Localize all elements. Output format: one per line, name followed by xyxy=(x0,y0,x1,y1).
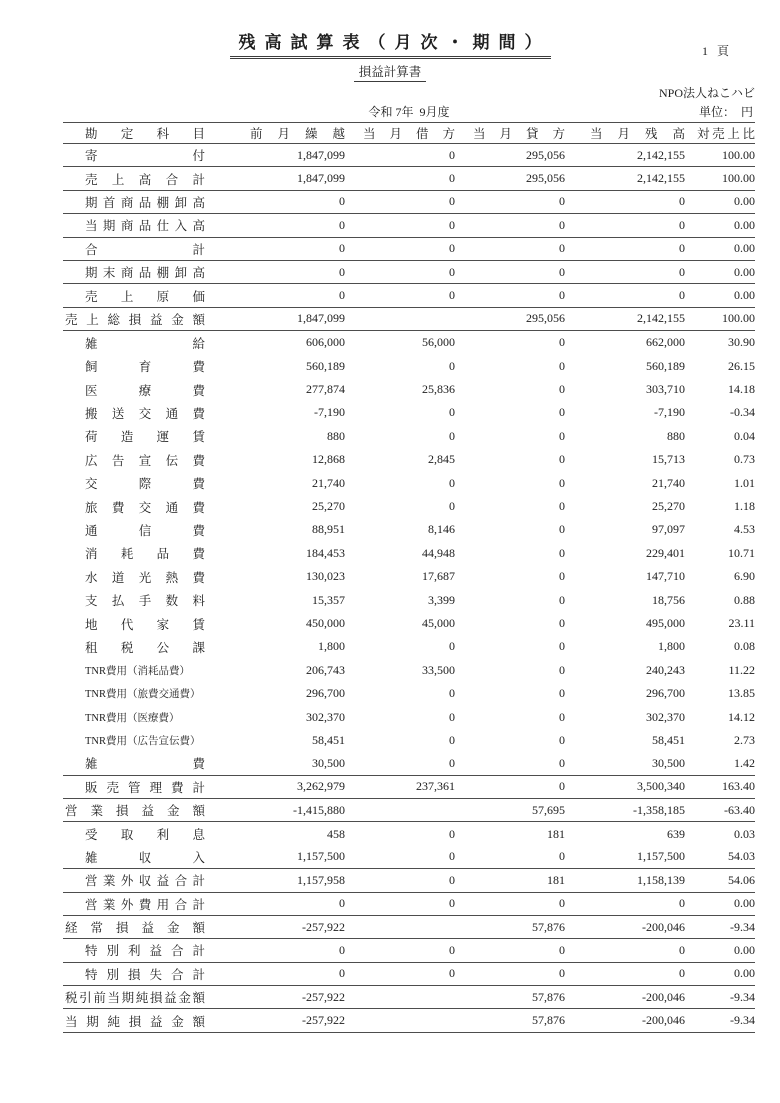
sales-ratio: 2.73 xyxy=(734,732,755,747)
sales-ratio: -9.34 xyxy=(730,919,755,934)
month-balance: 1,800 xyxy=(658,639,685,654)
month-balance: 30,500 xyxy=(652,755,685,770)
table-row xyxy=(63,425,755,448)
account-label: 雑給 xyxy=(85,336,205,351)
sales-ratio: 1.01 xyxy=(734,475,755,490)
month-credit: 0 xyxy=(559,452,565,467)
month-credit: 0 xyxy=(559,241,565,256)
table-row xyxy=(63,869,755,892)
month-debit: 33,500 xyxy=(422,662,455,677)
prev-month-balance: 15,357 xyxy=(312,592,345,607)
month-balance: 296,700 xyxy=(646,686,685,701)
account-label: 医療費 xyxy=(85,383,205,398)
prev-month-balance: 130,023 xyxy=(306,569,345,584)
prev-month-balance: 30,500 xyxy=(312,755,345,770)
month-debit: 0 xyxy=(449,826,455,841)
month-credit: 0 xyxy=(559,942,565,957)
table-row xyxy=(63,822,755,845)
month-credit: 0 xyxy=(559,264,565,279)
account-label: 営業損益金額 xyxy=(65,804,205,819)
month-credit: 0 xyxy=(559,779,565,794)
month-credit: 181 xyxy=(547,872,565,887)
sales-ratio: -9.34 xyxy=(730,1013,755,1028)
sales-ratio: -0.34 xyxy=(730,405,755,420)
sales-ratio: 0.08 xyxy=(734,639,755,654)
period-label: 令和 7年 9月度 xyxy=(368,105,450,119)
month-debit: 0 xyxy=(449,732,455,747)
account-label: 特別利益合計 xyxy=(85,944,205,959)
month-debit: 0 xyxy=(449,942,455,957)
month-balance: 0 xyxy=(679,217,685,232)
report-title: 残高試算表（月次・期間） xyxy=(230,28,551,59)
sales-ratio: -9.34 xyxy=(730,989,755,1004)
month-balance: 2,142,155 xyxy=(637,171,685,186)
prev-month-balance: 0 xyxy=(339,966,345,981)
month-credit: 0 xyxy=(559,358,565,373)
prev-month-balance: 450,000 xyxy=(306,616,345,630)
account-label: 営業外収益合計 xyxy=(85,874,205,889)
account-label: 経常損益金額 xyxy=(65,921,205,936)
prev-month-balance: 0 xyxy=(339,288,345,303)
table-row xyxy=(63,635,755,658)
prev-month-balance: 560,189 xyxy=(306,358,345,373)
sales-ratio: 54.06 xyxy=(728,872,755,887)
table-row xyxy=(63,518,755,541)
month-debit: 0 xyxy=(449,966,455,981)
prev-month-balance: 184,453 xyxy=(306,545,345,560)
month-balance: -200,046 xyxy=(642,989,685,1004)
prev-month-balance: 3,262,979 xyxy=(297,779,345,794)
account-label: 支払手数料 xyxy=(85,594,205,609)
month-debit: 0 xyxy=(449,896,455,911)
month-balance: 302,370 xyxy=(646,709,685,724)
month-debit: 237,361 xyxy=(416,779,455,794)
month-balance: -7,190 xyxy=(654,405,685,420)
month-balance: 0 xyxy=(679,942,685,957)
month-credit: 0 xyxy=(559,288,565,303)
month-credit: 0 xyxy=(559,545,565,560)
table-row xyxy=(63,939,755,962)
page-number: 1 頁 xyxy=(701,44,732,58)
account-label: TNR費用（旅費交通費） xyxy=(85,689,201,701)
prev-month-balance: 277,874 xyxy=(306,382,345,397)
prev-month-balance: 302,370 xyxy=(306,709,345,724)
account-label: 営業外費用合計 xyxy=(85,897,205,912)
month-debit: 3,399 xyxy=(428,592,455,607)
month-debit: 0 xyxy=(449,849,455,864)
month-debit: 8,146 xyxy=(428,522,455,537)
sales-ratio: 23.11 xyxy=(728,616,755,630)
account-label: 搬送交通費 xyxy=(85,406,205,421)
month-credit: 295,056 xyxy=(526,171,565,186)
month-balance: 0 xyxy=(679,966,685,981)
prev-month-balance: 0 xyxy=(339,217,345,232)
month-debit: 0 xyxy=(449,147,455,162)
month-debit: 0 xyxy=(449,686,455,701)
month-balance: -1,358,185 xyxy=(633,802,685,817)
month-credit: 0 xyxy=(559,755,565,770)
month-balance: 2,142,155 xyxy=(637,311,685,326)
month-credit: 57,695 xyxy=(532,802,565,817)
sales-ratio: 10.71 xyxy=(728,545,755,560)
table-row xyxy=(63,355,755,378)
prev-month-balance: 12,868 xyxy=(312,452,345,467)
month-balance: -200,046 xyxy=(642,1013,685,1028)
month-credit: 0 xyxy=(559,382,565,397)
month-credit: 0 xyxy=(559,194,565,209)
month-balance: 560,189 xyxy=(646,358,685,373)
account-label: 通信費 xyxy=(85,523,205,538)
month-balance: 58,451 xyxy=(652,732,685,747)
month-balance: 639 xyxy=(667,826,685,841)
prev-month-balance: 206,743 xyxy=(306,662,345,677)
month-balance: 25,270 xyxy=(652,499,685,514)
table-row xyxy=(63,167,755,190)
table-row xyxy=(63,565,755,588)
month-credit: 0 xyxy=(559,217,565,232)
account-label: 雑収入 xyxy=(85,850,205,865)
prev-month-balance: -257,922 xyxy=(302,989,345,1004)
prev-month-balance: 296,700 xyxy=(306,686,345,701)
month-credit: 0 xyxy=(559,896,565,911)
month-debit: 0 xyxy=(449,194,455,209)
prev-month-balance: 88,951 xyxy=(312,522,345,537)
prev-month-balance: 1,157,958 xyxy=(297,872,345,887)
account-label: 飼育費 xyxy=(85,360,205,375)
month-balance: 0 xyxy=(679,264,685,279)
column-header-prev-month-balance: 前月繰越 xyxy=(250,127,345,141)
sales-ratio: 0.00 xyxy=(734,217,755,232)
account-label: TNR費用（医療費） xyxy=(85,712,180,724)
month-credit: 0 xyxy=(559,475,565,490)
table-body xyxy=(63,144,755,1033)
prev-month-balance: 1,847,099 xyxy=(297,147,345,162)
sales-ratio: 0.00 xyxy=(734,942,755,957)
account-label: 期末商品棚卸高 xyxy=(85,266,205,281)
table-row xyxy=(63,705,755,728)
account-label: 当期商品仕入高 xyxy=(85,219,205,234)
sales-ratio: 14.12 xyxy=(728,709,755,724)
month-debit: 0 xyxy=(449,639,455,654)
account-label: 旅費交通費 xyxy=(85,500,205,515)
table-row xyxy=(63,963,755,986)
month-balance: 240,243 xyxy=(646,662,685,677)
prev-month-balance: 1,847,099 xyxy=(297,171,345,186)
prev-month-balance: 58,451 xyxy=(312,732,345,747)
account-label: 合計 xyxy=(85,242,205,257)
month-credit: 0 xyxy=(559,428,565,443)
account-label: 寄付 xyxy=(85,149,205,164)
sales-ratio: 13.85 xyxy=(728,686,755,701)
table-row xyxy=(63,471,755,494)
month-balance: 147,710 xyxy=(646,569,685,584)
table-row xyxy=(63,612,755,635)
sales-ratio: 100.00 xyxy=(722,147,755,162)
column-header-month-balance: 当月残高 xyxy=(590,127,685,141)
prev-month-balance: 0 xyxy=(339,942,345,957)
month-debit: 45,000 xyxy=(422,616,455,630)
sales-ratio: 0.73 xyxy=(734,452,755,467)
prev-month-balance: 880 xyxy=(327,428,345,443)
prev-month-balance: 1,847,099 xyxy=(297,311,345,326)
account-label: 消耗品費 xyxy=(85,547,205,562)
month-debit: 0 xyxy=(449,872,455,887)
month-debit: 0 xyxy=(449,709,455,724)
account-label: TNR費用（消耗品費） xyxy=(85,665,190,677)
month-debit: 0 xyxy=(449,755,455,770)
prev-month-balance: 1,800 xyxy=(318,639,345,654)
month-debit: 44,948 xyxy=(422,545,455,560)
account-label: 地代家賃 xyxy=(85,617,205,632)
column-header-sales-ratio: 対売上比 xyxy=(697,127,755,141)
account-label: 広告宣伝費 xyxy=(85,453,205,468)
table-row xyxy=(63,448,755,471)
month-credit: 57,876 xyxy=(532,919,565,934)
month-debit: 0 xyxy=(449,264,455,279)
table-row xyxy=(63,659,755,682)
table-row xyxy=(63,378,755,401)
table-row xyxy=(63,776,755,799)
month-balance: 303,710 xyxy=(646,382,685,397)
month-balance: 3,500,340 xyxy=(637,779,685,794)
sales-ratio: 6.90 xyxy=(734,569,755,584)
sales-ratio: 0.00 xyxy=(734,264,755,279)
sales-ratio: 0.00 xyxy=(734,966,755,981)
sales-ratio: 163.40 xyxy=(722,779,755,794)
month-balance: 0 xyxy=(679,896,685,911)
sales-ratio: 100.00 xyxy=(722,171,755,186)
account-label: 交際費 xyxy=(85,477,205,492)
prev-month-balance: 0 xyxy=(339,194,345,209)
month-balance: 880 xyxy=(667,428,685,443)
prev-month-balance: -7,190 xyxy=(314,405,345,420)
month-credit: 0 xyxy=(559,616,565,630)
month-debit: 0 xyxy=(449,171,455,186)
month-credit: 0 xyxy=(559,335,565,350)
prev-month-balance: 458 xyxy=(327,826,345,841)
month-credit: 0 xyxy=(559,849,565,864)
month-credit: 295,056 xyxy=(526,147,565,162)
account-label: 販売管理費計 xyxy=(85,780,205,795)
month-balance: 18,756 xyxy=(652,592,685,607)
month-credit: 295,056 xyxy=(526,311,565,326)
prev-month-balance: 25,270 xyxy=(312,499,345,514)
prev-month-balance: 1,157,500 xyxy=(297,849,345,864)
table-row xyxy=(63,331,755,354)
month-credit: 0 xyxy=(559,709,565,724)
table-row xyxy=(63,214,755,237)
sales-ratio: 0.00 xyxy=(734,288,755,303)
prev-month-balance: 606,000 xyxy=(306,335,345,350)
month-balance: 495,000 xyxy=(646,616,685,630)
prev-month-balance: 0 xyxy=(339,241,345,256)
account-label: TNR費用（広告宣伝費） xyxy=(85,735,201,747)
account-label: 特別損失合計 xyxy=(85,967,205,982)
company-name: NPO法人ねこハビ xyxy=(658,86,755,100)
month-balance: 662,000 xyxy=(646,335,685,350)
sales-ratio: 0.03 xyxy=(734,826,755,841)
title-row xyxy=(0,28,780,59)
prev-month-balance: 0 xyxy=(339,896,345,911)
table-row xyxy=(63,752,755,775)
month-balance: -200,046 xyxy=(642,919,685,934)
month-debit: 2,845 xyxy=(428,452,455,467)
month-debit: 0 xyxy=(449,288,455,303)
month-debit: 0 xyxy=(449,428,455,443)
month-credit: 0 xyxy=(559,732,565,747)
month-credit: 0 xyxy=(559,592,565,607)
table-row xyxy=(63,495,755,518)
sales-ratio: 14.18 xyxy=(728,382,755,397)
subtitle-row xyxy=(0,62,780,82)
table-row xyxy=(63,308,755,331)
column-header-month-credit: 当月貸方 xyxy=(473,127,565,141)
month-debit: 0 xyxy=(449,358,455,373)
table-row xyxy=(63,799,755,822)
sales-ratio: 11.22 xyxy=(728,662,755,677)
sales-ratio: -63.40 xyxy=(724,802,755,817)
month-debit: 0 xyxy=(449,475,455,490)
account-label: 売上原価 xyxy=(85,289,205,304)
column-header-account: 勘定科目 xyxy=(85,127,205,141)
account-label: 期首商品棚卸高 xyxy=(85,195,205,210)
account-label: 税引前当期純損益金額 xyxy=(65,991,205,1006)
account-label: 売上総損益金額 xyxy=(65,312,205,327)
month-credit: 0 xyxy=(559,686,565,701)
report-meta xyxy=(63,103,755,121)
month-credit: 57,876 xyxy=(532,989,565,1004)
sales-ratio: 54.03 xyxy=(728,849,755,864)
month-balance: 2,142,155 xyxy=(637,147,685,162)
sales-ratio: 0.00 xyxy=(734,194,755,209)
month-credit: 0 xyxy=(559,569,565,584)
month-debit: 0 xyxy=(449,241,455,256)
table-row xyxy=(63,893,755,916)
sales-ratio: 0.88 xyxy=(734,592,755,607)
month-debit: 0 xyxy=(449,217,455,232)
month-credit: 0 xyxy=(559,639,565,654)
month-debit: 0 xyxy=(449,405,455,420)
account-label: 租税公課 xyxy=(85,640,205,655)
table-row xyxy=(63,682,755,705)
column-header-month-debit: 当月借方 xyxy=(363,127,455,141)
month-credit: 181 xyxy=(547,826,565,841)
month-balance: 21,740 xyxy=(652,475,685,490)
table-row xyxy=(63,261,755,284)
month-balance: 1,157,500 xyxy=(637,849,685,864)
table-row xyxy=(63,846,755,869)
prev-month-balance: -257,922 xyxy=(302,1013,345,1028)
month-debit: 17,687 xyxy=(422,569,455,584)
table-row xyxy=(63,401,755,424)
month-balance: 0 xyxy=(679,194,685,209)
table-row xyxy=(63,191,755,214)
account-label: 売上高合計 xyxy=(85,172,205,187)
sales-ratio: 26.15 xyxy=(728,358,755,373)
table-row xyxy=(63,144,755,167)
month-balance: 1,158,139 xyxy=(637,872,685,887)
month-balance: 0 xyxy=(679,288,685,303)
month-credit: 0 xyxy=(559,405,565,420)
sales-ratio: 1.18 xyxy=(734,499,755,514)
table-header-row xyxy=(63,122,755,144)
sales-ratio: 30.90 xyxy=(728,335,755,350)
table-row xyxy=(63,986,755,1009)
month-balance: 97,097 xyxy=(652,522,685,537)
table-row xyxy=(63,238,755,261)
month-balance: 229,401 xyxy=(646,545,685,560)
account-label: 当期純損益金額 xyxy=(65,1014,205,1029)
account-label: 水道光熱費 xyxy=(85,570,205,585)
sales-ratio: 4.53 xyxy=(734,522,755,537)
month-credit: 57,876 xyxy=(532,1013,565,1028)
account-label: 荷造運賃 xyxy=(85,430,205,445)
table-row xyxy=(63,729,755,752)
sales-ratio: 0.04 xyxy=(734,428,755,443)
table-row xyxy=(63,284,755,307)
month-balance: 0 xyxy=(679,241,685,256)
month-credit: 0 xyxy=(559,662,565,677)
prev-month-balance: -1,415,880 xyxy=(293,802,345,817)
table-row xyxy=(63,916,755,939)
unit-label: 単位： 円 xyxy=(698,105,753,119)
prev-month-balance: 21,740 xyxy=(312,475,345,490)
account-label: 受取利息 xyxy=(85,828,205,843)
sales-ratio: 1.42 xyxy=(734,755,755,770)
table-row xyxy=(63,1009,755,1032)
sales-ratio: 100.00 xyxy=(722,311,755,326)
prev-month-balance: -257,922 xyxy=(302,919,345,934)
month-credit: 0 xyxy=(559,499,565,514)
sales-ratio: 0.00 xyxy=(734,896,755,911)
report-subtitle: 損益計算書 xyxy=(354,62,427,82)
month-credit: 0 xyxy=(559,966,565,981)
month-debit: 56,000 xyxy=(422,335,455,350)
table-row xyxy=(63,542,755,565)
month-debit: 0 xyxy=(449,499,455,514)
account-label: 雑費 xyxy=(85,757,205,772)
month-credit: 0 xyxy=(559,522,565,537)
month-debit: 25,836 xyxy=(422,382,455,397)
month-balance: 15,713 xyxy=(652,452,685,467)
trial-balance-table xyxy=(63,122,755,1033)
table-row xyxy=(63,588,755,611)
prev-month-balance: 0 xyxy=(339,264,345,279)
sales-ratio: 0.00 xyxy=(734,241,755,256)
